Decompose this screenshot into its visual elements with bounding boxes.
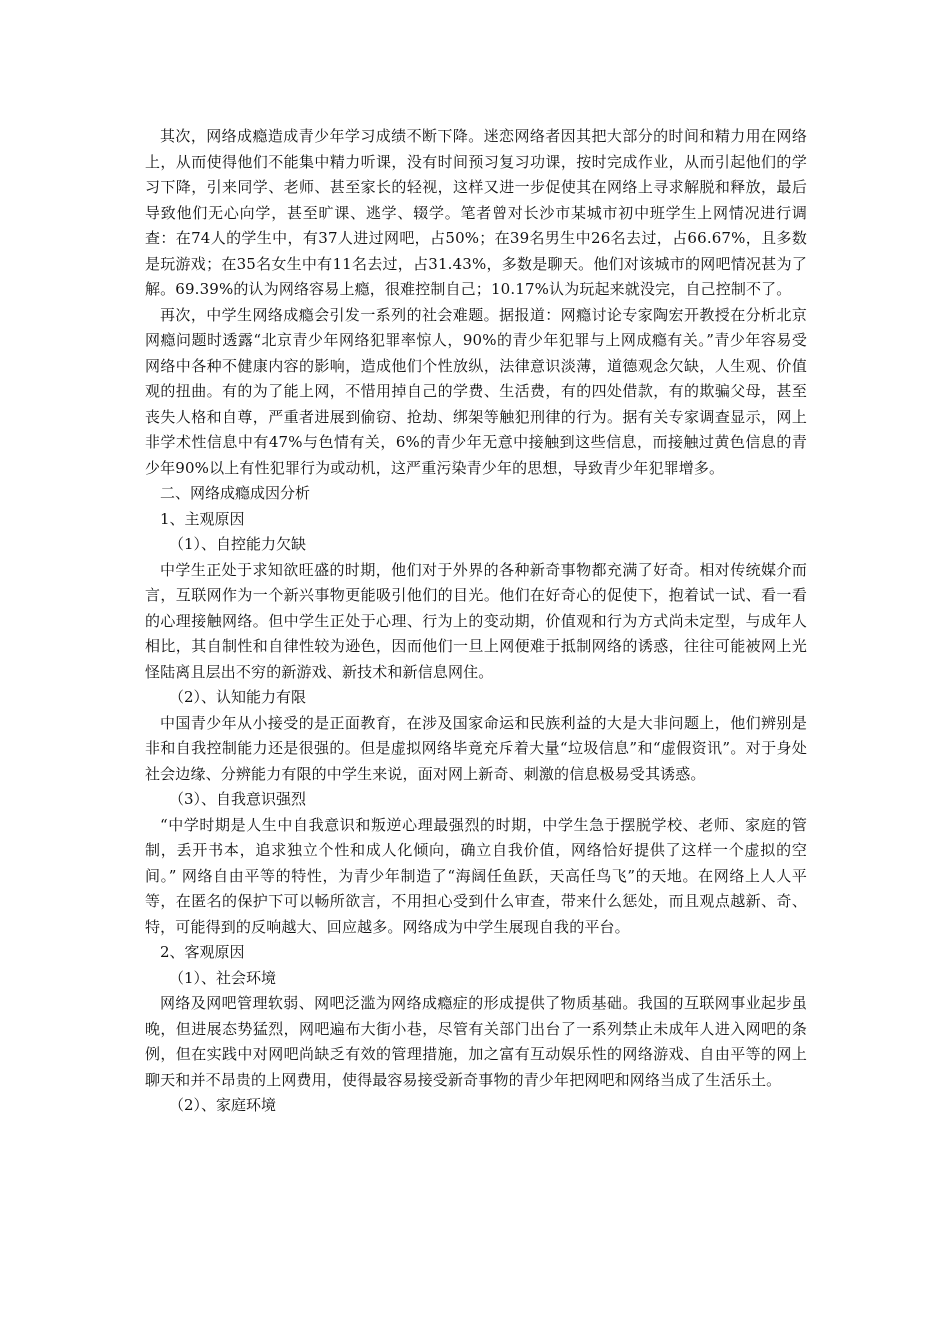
subheading-objective: 2、客观原因	[160, 943, 245, 961]
subheading-cognition: （2）、认知能力有限	[169, 688, 307, 706]
section-heading-causes: 二、网络成瘾成因分析	[160, 484, 311, 502]
subheading-family-environment: （2）、家庭环境	[169, 1096, 277, 1114]
subheading-subjective: 1、主观原因	[160, 509, 245, 528]
subheading-social-environment: （1）、社会环境	[169, 968, 277, 987]
subheading-self-awareness: （3）、自我意识强烈	[169, 790, 307, 808]
paragraph-self-awareness: “中学时期是人生中自我意识和叛逆心理最强烈的时期，中学生急于摆脱学校、老师、家庭的管制，丢开书本，追求独立个性和成人化倾向，确立自我价值，网络恰好提供了这样一个虚拟的空间。” 网络自由平等的特性，为青少年制造了“海阔任鱼跃，天高任鸟飞”的天地。在网络上人人平等，在匿名的保护下可以畅所欲言，不用担心受到什么审查，带来什么惩处，而且观点越新、奇、特，可能得到的反响越大、回应越多。网络成为中学生展现自我的平台。	[145, 815, 807, 936]
paragraph-cognition: 中国青少年从小接受的是正面教育，在涉及国家命运和民族利益的大是大非问题上，他们辨别是非和自我控制能力还是很强的。但是虚拟网络毕竟充斥着大量“垃圾信息”和“虚假资讯”。对于身处社会边缘、分辨能力有限的中学生来说，面对网上新奇、刺激的信息极易受其诱惑。	[145, 713, 807, 783]
paragraph-social-problems: 再次，中学生网络成瘾会引发一系列的社会难题。据报道：网瘾讨论专家陶宏开教授在分析北京网瘾问题时透露“北京青少年网络犯罪率惊人，90%的青少年犯罪与上网成瘾有关。”青少年容易受网络中各种不健康内容的影响，造成他们个性放纵，法律意识淡薄，道德观念欠缺，人生观、价值观的扭曲。有的为了能上网，不惜用掉自己的学费、生活费，有的四处借款，有的欺骗父母，甚至丧失人格和自尊，严重者进展到偷窃、抢劫、绑架等触犯刑律的行为。据有关专家调查显示，网上非学术性信息中有47%与色情有关，6%的青少年无意中接触到这些信息，而接触过黄色信息的青少年90%以上有性犯罪行为或动机，这严重污染青少年的思想，导致青少年犯罪增多。	[145, 305, 807, 477]
paragraph-social-environment: 网络及网吧管理软弱、网吧泛滥为网络成瘾症的形成提供了物质基础。我国的互联网事业起步虽晚，但进展态势猛烈，网吧遍布大街小巷，尽管有关部门出台了一系列禁止未成年人进入网吧的条例，但在实践中对网吧尚缺乏有效的管理措施，加之富有互动娱乐性的网络游戏、自由平等的网上聊天和并不昂贵的上网费用，使得最容易接受新奇事物的青少年把网吧和网络当成了生活乐土。	[145, 994, 807, 1089]
paragraph-learning-decline: 其次，网络成瘾造成青少年学习成绩不断下降。迷恋网络者因其把大部分的时间和精力用在网络上，从而使得他们不能集中精力听课，没有时间预习复习功课，按时完成作业，从而引起他们的学习下降，引来同学、老师、甚至家长的轻视，这样又进一步促使其在网络上寻求解脱和释放，最后导致他们无心向学，甚至旷课、逃学、辍学。笔者曾对长沙市某城市初中班学生上网情况进行调查：在74人的学生中，有37人进过网吧，占50%；在39名男生中26名去过，占66.67%，且多数是玩游戏；在35名女生中有11名去过，占31.43%，多数是聊天。他们对该城市的网吧情况甚为了解。69.39%的认为网络容易上瘾，很难控制自己；10.17%认为玩起来就没完，自己控制不了。	[145, 127, 807, 298]
subheading-self-control: （1）、自控能力欠缺	[169, 535, 307, 553]
paragraph-self-control: 中学生正处于求知欲旺盛的时期，他们对于外界的各种新奇事物都充满了好奇。相对传统媒介而言，互联网作为一个新兴事物更能吸引他们的目光。他们在好奇心的促使下，抱着试一试、看一看的心理接触网络。但中学生正处于心理、行为上的变动期，价值观和行为方式尚未定型，与成年人相比，其自制性和自律性较为逊色，因而他们一旦上网便难于抵制网络的诱惑，往往可能被网上光怪陆离且层出不穷的新游戏、新技术和新信息网住。	[145, 560, 807, 681]
